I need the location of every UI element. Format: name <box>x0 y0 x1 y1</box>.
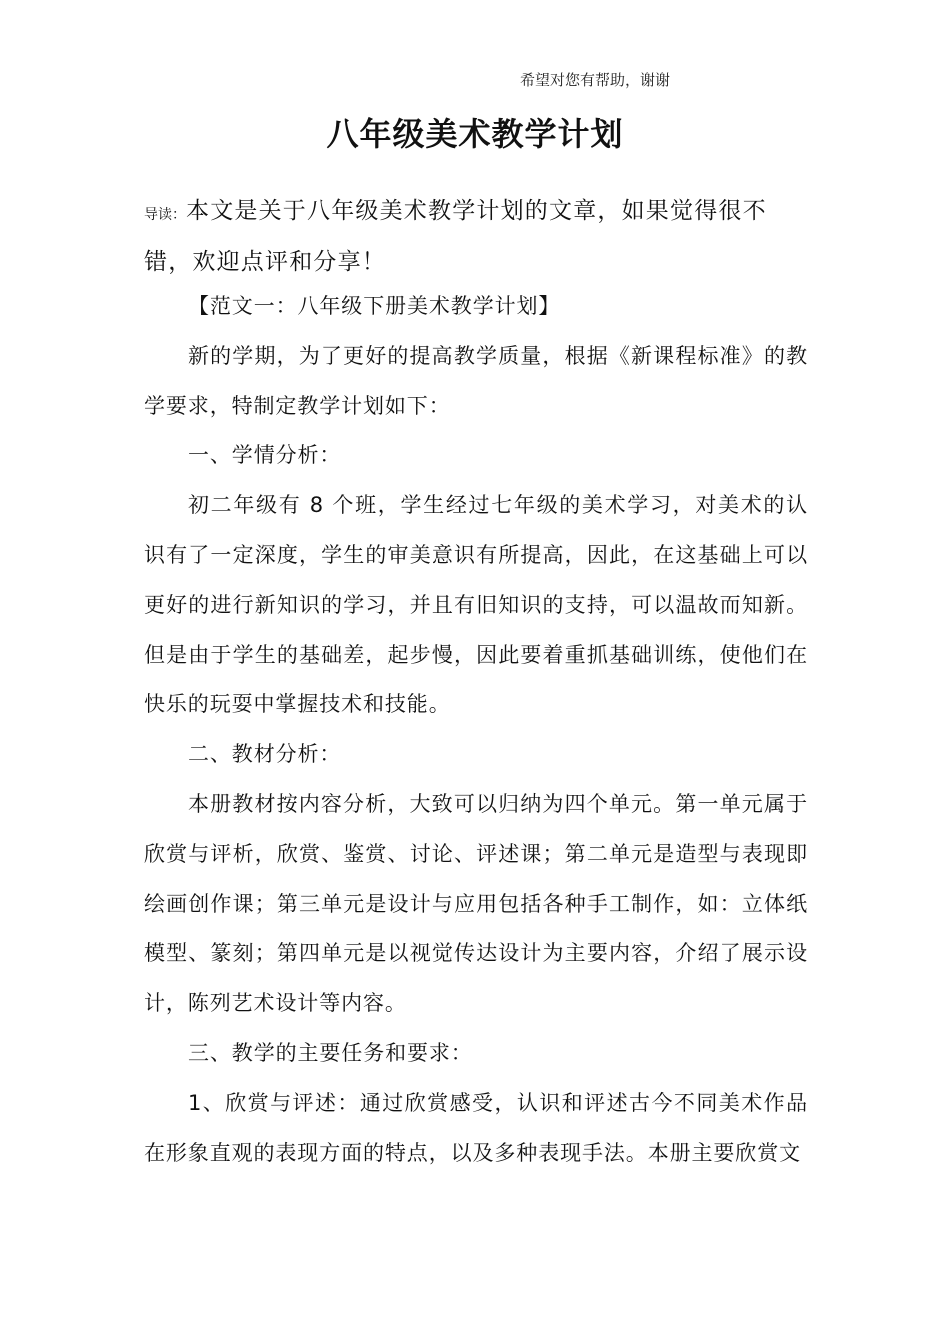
paragraph-appreciation: 1、欣赏与评述：通过欣赏感受，认识和评述古今不同美术作品在形象直观的表现方面的特点，以及多种表现手法。本册主要欣赏文 <box>144 1090 808 1165</box>
section-heading-textbook-analysis: 二、教材分析： <box>188 742 342 767</box>
paragraph-textbook-analysis: 本册教材按内容分析，大致可以归纳为四个单元。第一单元属于欣赏与评析，欣赏、鉴赏、讨论、评述课；第二单元是造型与表现即绘画创作课；第三单元是设计与应用包括各种手工制作，如：立体纸模型、篆刻；第四单元是以视觉传达设计为主要内容，介绍了展示设计，陈列艺术设计等内容。 <box>144 791 808 1016</box>
header-note: 希望对您有帮助，谢谢 <box>520 71 671 89</box>
document-title: 八年级美术教学计划 <box>326 115 624 153</box>
intro-text: 本文是关于八年级美术教学计划的文章，如果觉得很不错，欢迎点评和分享！ <box>144 198 767 275</box>
paragraph-student-analysis: 初二年级有 8 个班，学生经过七年级的美术学习，对美术的认识有了一定深度，学生的审美意识有所提高，因此，在这基础上可以更好的进行新知识的学习，并且有旧知识的支持，可以温故而知新。但是由于学生的基础差，起步慢，因此要着重抓基础训练，使他们在快乐的玩耍中掌握技术和技能。 <box>144 493 808 717</box>
intro-paragraph <box>144 188 808 286</box>
sample-heading: 【范文一：八年级下册美术教学计划】 <box>188 294 561 318</box>
intro-label: 导读： <box>144 207 186 223</box>
section-heading-main-tasks: 三、教学的主要任务和要求： <box>188 1040 473 1065</box>
section-heading-student-analysis: 一、学情分析： <box>188 443 342 468</box>
document-body <box>144 282 808 1178</box>
paragraph-opening: 新的学期，为了更好的提高教学质量，根据《新课程标准》的教学要求，特制定教学计划如下： <box>144 343 808 418</box>
